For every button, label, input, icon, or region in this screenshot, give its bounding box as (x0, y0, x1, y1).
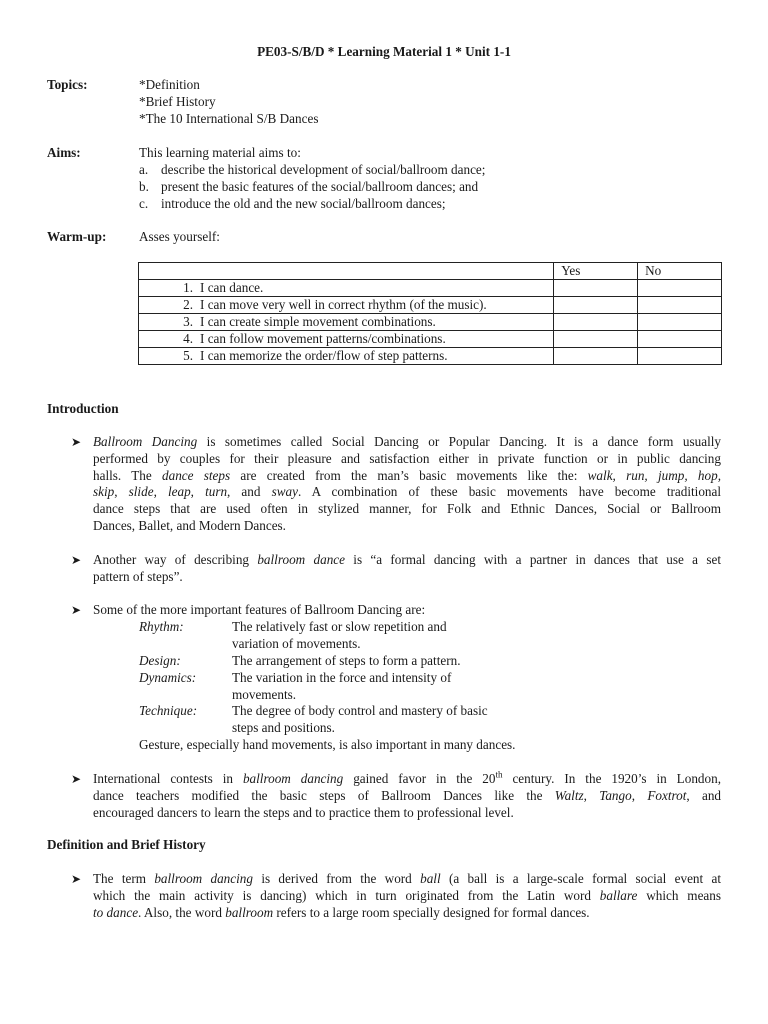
feature-term: Dynamics: (139, 670, 197, 685)
table-row (139, 297, 722, 314)
yes-answer-cell[interactable] (554, 314, 638, 331)
aim-item: c. introduce the old and the new social/ballroom dances; (139, 196, 446, 211)
feature-description: The variation in the force and intensity of (232, 670, 452, 685)
aim-item: b. present the basic features of the social/ballroom dances; and (139, 179, 479, 194)
feature-description: movements. (232, 687, 297, 702)
topic-item: *The 10 International S/B Dances (139, 111, 319, 126)
topics-label: Topics: (47, 77, 88, 92)
feature-term: Technique: (139, 703, 198, 718)
aims-label: Aims: (47, 145, 81, 160)
table-row (139, 331, 722, 348)
statement-cell: 3. I can create simple movement combinations. (139, 314, 554, 331)
yes-column-header: Yes (554, 263, 638, 280)
no-answer-cell[interactable] (638, 297, 722, 314)
introduction-heading: Introduction (47, 401, 119, 416)
paragraph-ballroom-definition: Another way of describing ballroom dance is “a formal dancing with a partner in dances that use a set pattern of steps”. (93, 552, 721, 584)
statement-cell: 1. I can dance. (139, 280, 554, 297)
paragraph-term-origin: The term ballroom dancing is derived from the word ball (a ball is a large-scale formal social event at which the main activity is dancing) which in turn originated from the Latin word ballare which means to dance. Also, the word ballroom refers to a large room specially designed for formal dances. (93, 871, 722, 920)
no-answer-cell[interactable] (638, 348, 722, 365)
statement-cell: 5. I can memorize the order/flow of step patterns. (139, 348, 554, 365)
table-row (139, 348, 722, 365)
table-header-cell (139, 263, 554, 280)
feature-term: Rhythm: (139, 619, 184, 634)
arrow-bullet-icon: ➤ (71, 603, 82, 617)
aims-intro: This learning material aims to: (139, 145, 301, 160)
feature-description: variation of movements. (232, 636, 361, 651)
definition-heading: Definition and Brief History (47, 837, 206, 852)
feature-description: The arrangement of steps to form a pattern. (232, 653, 461, 668)
yes-answer-cell[interactable] (554, 297, 638, 314)
no-column-header: No (638, 263, 722, 280)
aim-item: a. describe the historical development of social/ballroom dance; (139, 162, 486, 177)
no-answer-cell[interactable] (638, 314, 722, 331)
document-title: PE03-S/B/D * Learning Material 1 * Unit 1-1 (257, 44, 511, 59)
yes-answer-cell[interactable] (554, 331, 638, 348)
features-intro: Some of the more important features of Ballroom Dancing are: (93, 602, 426, 617)
feature-description: The degree of body control and mastery of basic (232, 703, 488, 718)
yes-answer-cell[interactable] (554, 348, 638, 365)
arrow-bullet-icon: ➤ (71, 772, 82, 786)
table-row (139, 280, 722, 297)
arrow-bullet-icon: ➤ (71, 435, 82, 449)
yes-answer-cell[interactable] (554, 280, 638, 297)
statement-cell: 2. I can move very well in correct rhythm (of the music). (139, 297, 554, 314)
feature-term: Design: (139, 653, 181, 668)
self-assessment-table (138, 262, 722, 365)
paragraph-international-contests: International contests in ballroom dancing gained favor in the 20th century. In the 1920’s in London, dance teachers modified the basic steps of Ballroom Dances like the Waltz, Tango, Foxtrot, and encouraged dancers to learn the steps and to practice them to professional level. (93, 769, 722, 820)
statement-cell: 4. I can follow movement patterns/combinations. (139, 331, 554, 348)
feature-description: steps and positions. (232, 720, 335, 735)
warmup-intro: Asses yourself: (139, 229, 220, 244)
no-answer-cell[interactable] (638, 280, 722, 297)
feature-description: The relatively fast or slow repetition and (232, 619, 447, 634)
features-closing: Gesture, especially hand movements, is also important in many dances. (139, 737, 516, 752)
table-header-row (139, 263, 722, 280)
table-row (139, 314, 722, 331)
topic-item: *Brief History (139, 94, 216, 109)
arrow-bullet-icon: ➤ (71, 553, 82, 567)
arrow-bullet-icon: ➤ (71, 872, 82, 886)
no-answer-cell[interactable] (638, 331, 722, 348)
warmup-label: Warm-up: (47, 229, 107, 244)
topic-item: *Definition (139, 77, 200, 92)
paragraph-ballroom-dancing: Ballroom Dancing is sometimes called Social Dancing or Popular Dancing. It is a dance form usually performed by couples for their pleasure and satisfaction either in private function or in public dancing halls. The dance steps are created from the man’s basic movements like the: walk, run, jump, hop, skip, slide, leap, turn, and sway. A combination of these basic movements have become traditional dance steps that are used often in stylized manner, for Folk and Ethnic Dances, Social or Ballroom Dances, Ballet, and Modern Dances. (93, 434, 722, 533)
